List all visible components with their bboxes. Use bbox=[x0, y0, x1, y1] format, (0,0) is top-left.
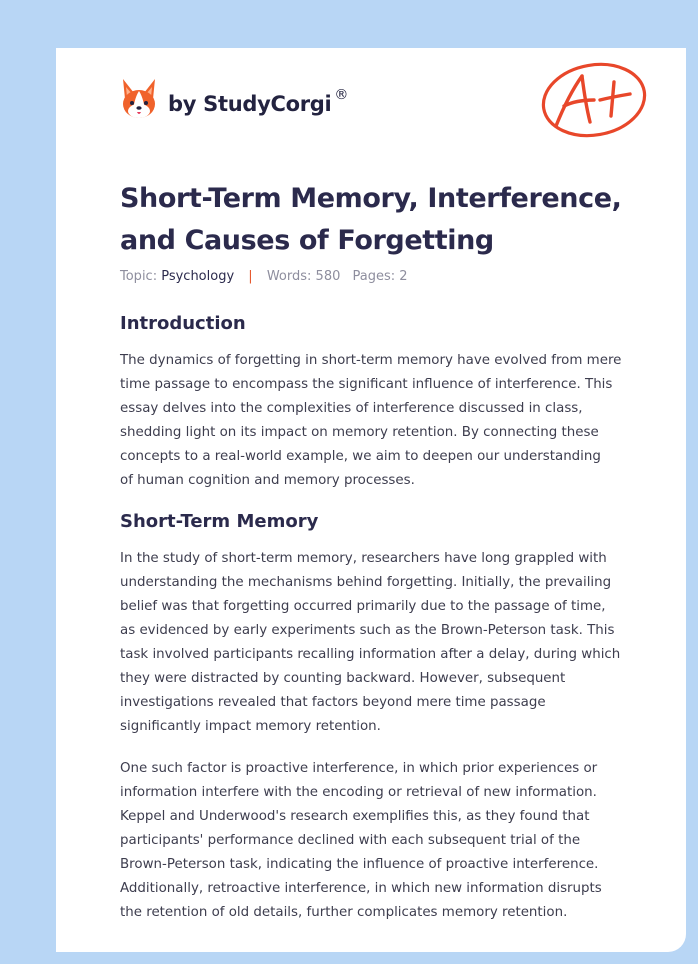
essay-title bbox=[120, 178, 640, 262]
brand-name: by StudyCorgi ® bbox=[168, 87, 349, 116]
corgi-icon bbox=[120, 77, 158, 121]
text-line: essay delves into the complexities of interference discussed in class, bbox=[120, 401, 583, 416]
text-line: understanding the mechanisms behind forgetting. Initially, the prevailing bbox=[120, 575, 612, 590]
text-line: investigations revealed that factors beyond mere time passage bbox=[120, 695, 546, 710]
text-line: concepts to a real-world example, we aim to deepen our understanding bbox=[120, 449, 601, 464]
topic-link[interactable]: Psychology bbox=[161, 269, 235, 284]
text-line: Brown-Peterson task, indicating the influence of proactive interference. bbox=[120, 857, 599, 872]
text-line: time passage to encompass the significant influence of interference. This bbox=[120, 377, 613, 392]
text-line: belief was that forgetting occurred primarily due to the passage of time, bbox=[120, 599, 606, 614]
text-line: they were distracted by counting backward. However, subsequent bbox=[120, 671, 566, 686]
words-count: 580 bbox=[315, 269, 341, 284]
text-line: The dynamics of forgetting in short-term memory have evolved from mere bbox=[120, 353, 622, 368]
words-label: Words: bbox=[266, 269, 312, 284]
text-line: Additionally, retroactive interference, in which new information disrupts bbox=[120, 881, 602, 896]
meta-separator: | bbox=[248, 269, 253, 284]
text-line: participants' performance declined with each subsequent trial of the bbox=[120, 833, 581, 848]
pages-count: 2 bbox=[399, 269, 408, 284]
text-line: One such factor is proactive interference, in which prior experiences or bbox=[120, 761, 598, 776]
text-line: significantly impact memory retention. bbox=[120, 719, 381, 734]
text-line: of human cognition and memory processes. bbox=[120, 473, 415, 488]
paragraph bbox=[120, 757, 640, 925]
text-line: information interfere with the encoding or retrieval of new information. bbox=[120, 785, 597, 800]
text-line: task involved participants recalling information after a delay, during which bbox=[120, 647, 621, 662]
paragraph bbox=[120, 349, 640, 493]
text-line: Keppel and Underwood's research exemplifies this, as they found that bbox=[120, 809, 590, 824]
section-heading: Introduction bbox=[120, 313, 246, 334]
a-plus-icon bbox=[538, 60, 650, 144]
pages-label: Pages: bbox=[352, 269, 396, 284]
paragraph bbox=[120, 547, 640, 739]
title-line: Short-Term Memory, Interference, bbox=[120, 183, 622, 214]
text-line: as evidenced by early experiments such as the Brown-Peterson task. This bbox=[120, 623, 615, 638]
text-line: In the study of short-term memory, researchers have long grappled with bbox=[120, 551, 607, 566]
grade-badge bbox=[538, 60, 650, 148]
text-line: the retention of old details, further complicates memory retention. bbox=[120, 905, 568, 920]
text-line: shedding light on its impact on memory retention. By connecting these bbox=[120, 425, 599, 440]
registered-mark: ® bbox=[334, 87, 349, 103]
topic-label: Topic: bbox=[120, 269, 158, 284]
essay-meta bbox=[120, 269, 408, 284]
title-line: and Causes of Forgetting bbox=[120, 225, 494, 256]
brand-logo[interactable] bbox=[120, 76, 348, 122]
essay-card bbox=[56, 48, 686, 952]
section-heading: Short-Term Memory bbox=[120, 511, 319, 532]
